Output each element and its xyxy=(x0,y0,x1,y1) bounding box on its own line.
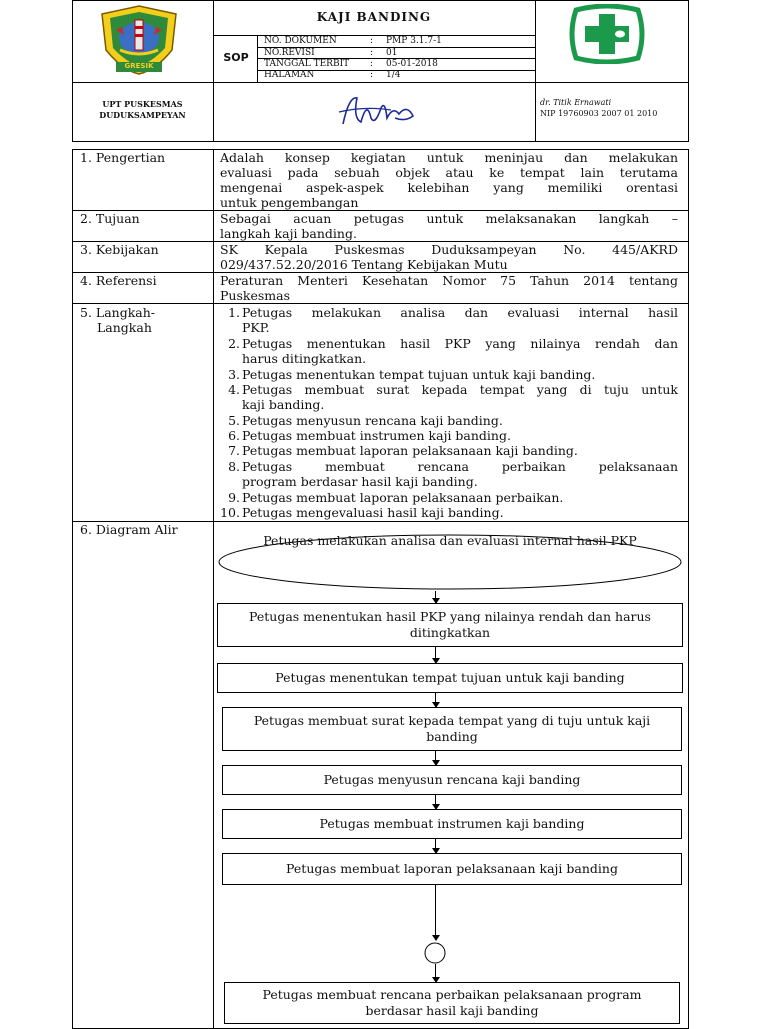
meta-sep: : xyxy=(370,48,374,58)
sop-label: SOP xyxy=(223,51,249,64)
flow-node-6: Petugas membuat instrumen kaji banding xyxy=(222,809,682,839)
signer-block xyxy=(540,97,690,119)
signer-name: dr. Titik Ernawati xyxy=(540,98,612,107)
label-pengertian: 1. Pengertian xyxy=(80,150,166,165)
meta-sep: : xyxy=(370,70,374,80)
meta-key-revisi: NO.REVISI xyxy=(264,48,315,58)
meta-key-halaman: HALAMAN xyxy=(264,70,315,80)
meta-value-revisi: 01 xyxy=(386,48,398,58)
signature xyxy=(335,88,425,134)
flow-arrow xyxy=(435,751,436,765)
flow-node-3: Petugas menentukan tempat tujuan untuk kaji banding xyxy=(217,663,683,693)
meta-sep: : xyxy=(370,59,374,69)
logo-text: GRESIK xyxy=(124,62,154,70)
flow-arrow xyxy=(435,647,436,663)
meta-key-doc: NO. DOKUMEN xyxy=(264,36,337,46)
meta-key-tanggal: TANGGAL TERBIT xyxy=(264,59,350,69)
flow-arrow xyxy=(435,591,436,603)
meta-value-doc: PMP 3.1.7-1 xyxy=(386,36,442,46)
signer-nip: NIP 19760903 2007 01 2010 xyxy=(540,109,658,118)
puskesmas-cross-logo xyxy=(566,4,648,64)
flow-node-5: Petugas menyusun rencana kaji banding xyxy=(222,765,682,795)
flow-arrow xyxy=(435,839,436,853)
text-referensi: Peraturan Menteri Kesehatan Nomor 75 Tahun 2014 tentang Puskesmas xyxy=(220,273,678,303)
flow-arrow xyxy=(435,795,436,809)
meta-value-halaman: 1/4 xyxy=(386,70,401,80)
flow-node-1: Petugas melakukan analisa dan evaluasi internal hasil PKP xyxy=(263,533,637,548)
meta-value-tanggal: 05-01-2018 xyxy=(386,59,438,69)
document-title: KAJI BANDING xyxy=(316,10,432,24)
flow-arrow xyxy=(435,693,436,707)
org-name: UPT PUSKESMAS DUDUKSAMPEYAN xyxy=(99,99,186,120)
meta-sep: : xyxy=(370,36,374,46)
label-tujuan: 2. Tujuan xyxy=(80,211,140,226)
flow-node-8: Petugas membuat rencana perbaikan pelaksanaan program berdasar hasil kaji banding xyxy=(224,982,680,1024)
label-diagram: 6. Diagram Alir xyxy=(80,522,178,537)
gresik-regency-logo xyxy=(96,4,182,76)
flow-arrow xyxy=(435,885,436,940)
text-pengertian: Adalah konsep kegiatan untuk meninjau dan melakukan evaluasi pada sebuah objek atau ke tempat lain terutama mengenai aspek-aspek kelebihan yang memiliki orentasi untuk pengembangan xyxy=(220,150,678,210)
flow-node-7: Petugas membuat laporan pelaksanaan kaji banding xyxy=(222,853,682,885)
flow-connector-circle xyxy=(424,942,446,964)
label-langkah: 5. Langkah- Langkah xyxy=(80,305,156,335)
text-kebijakan: SK Kepala Puskesmas Duduksampeyan No. 445/AKRD 029/437.52.20/2016 Tentang Kebijakan Mutu xyxy=(220,242,678,272)
text-tujuan: Sebagai acuan petugas untuk melaksanakan langkah – langkah kaji banding. xyxy=(220,211,678,241)
flow-arrow xyxy=(435,964,436,982)
flow-node-4: Petugas membuat surat kepada tempat yang di tuju untuk kaji banding xyxy=(222,707,682,751)
label-referensi: 4. Referensi xyxy=(80,273,157,288)
label-kebijakan: 3. Kebijakan xyxy=(80,242,159,257)
flow-node-2: Petugas menentukan hasil PKP yang nilainya rendah dan harus ditingkatkan xyxy=(217,603,683,647)
